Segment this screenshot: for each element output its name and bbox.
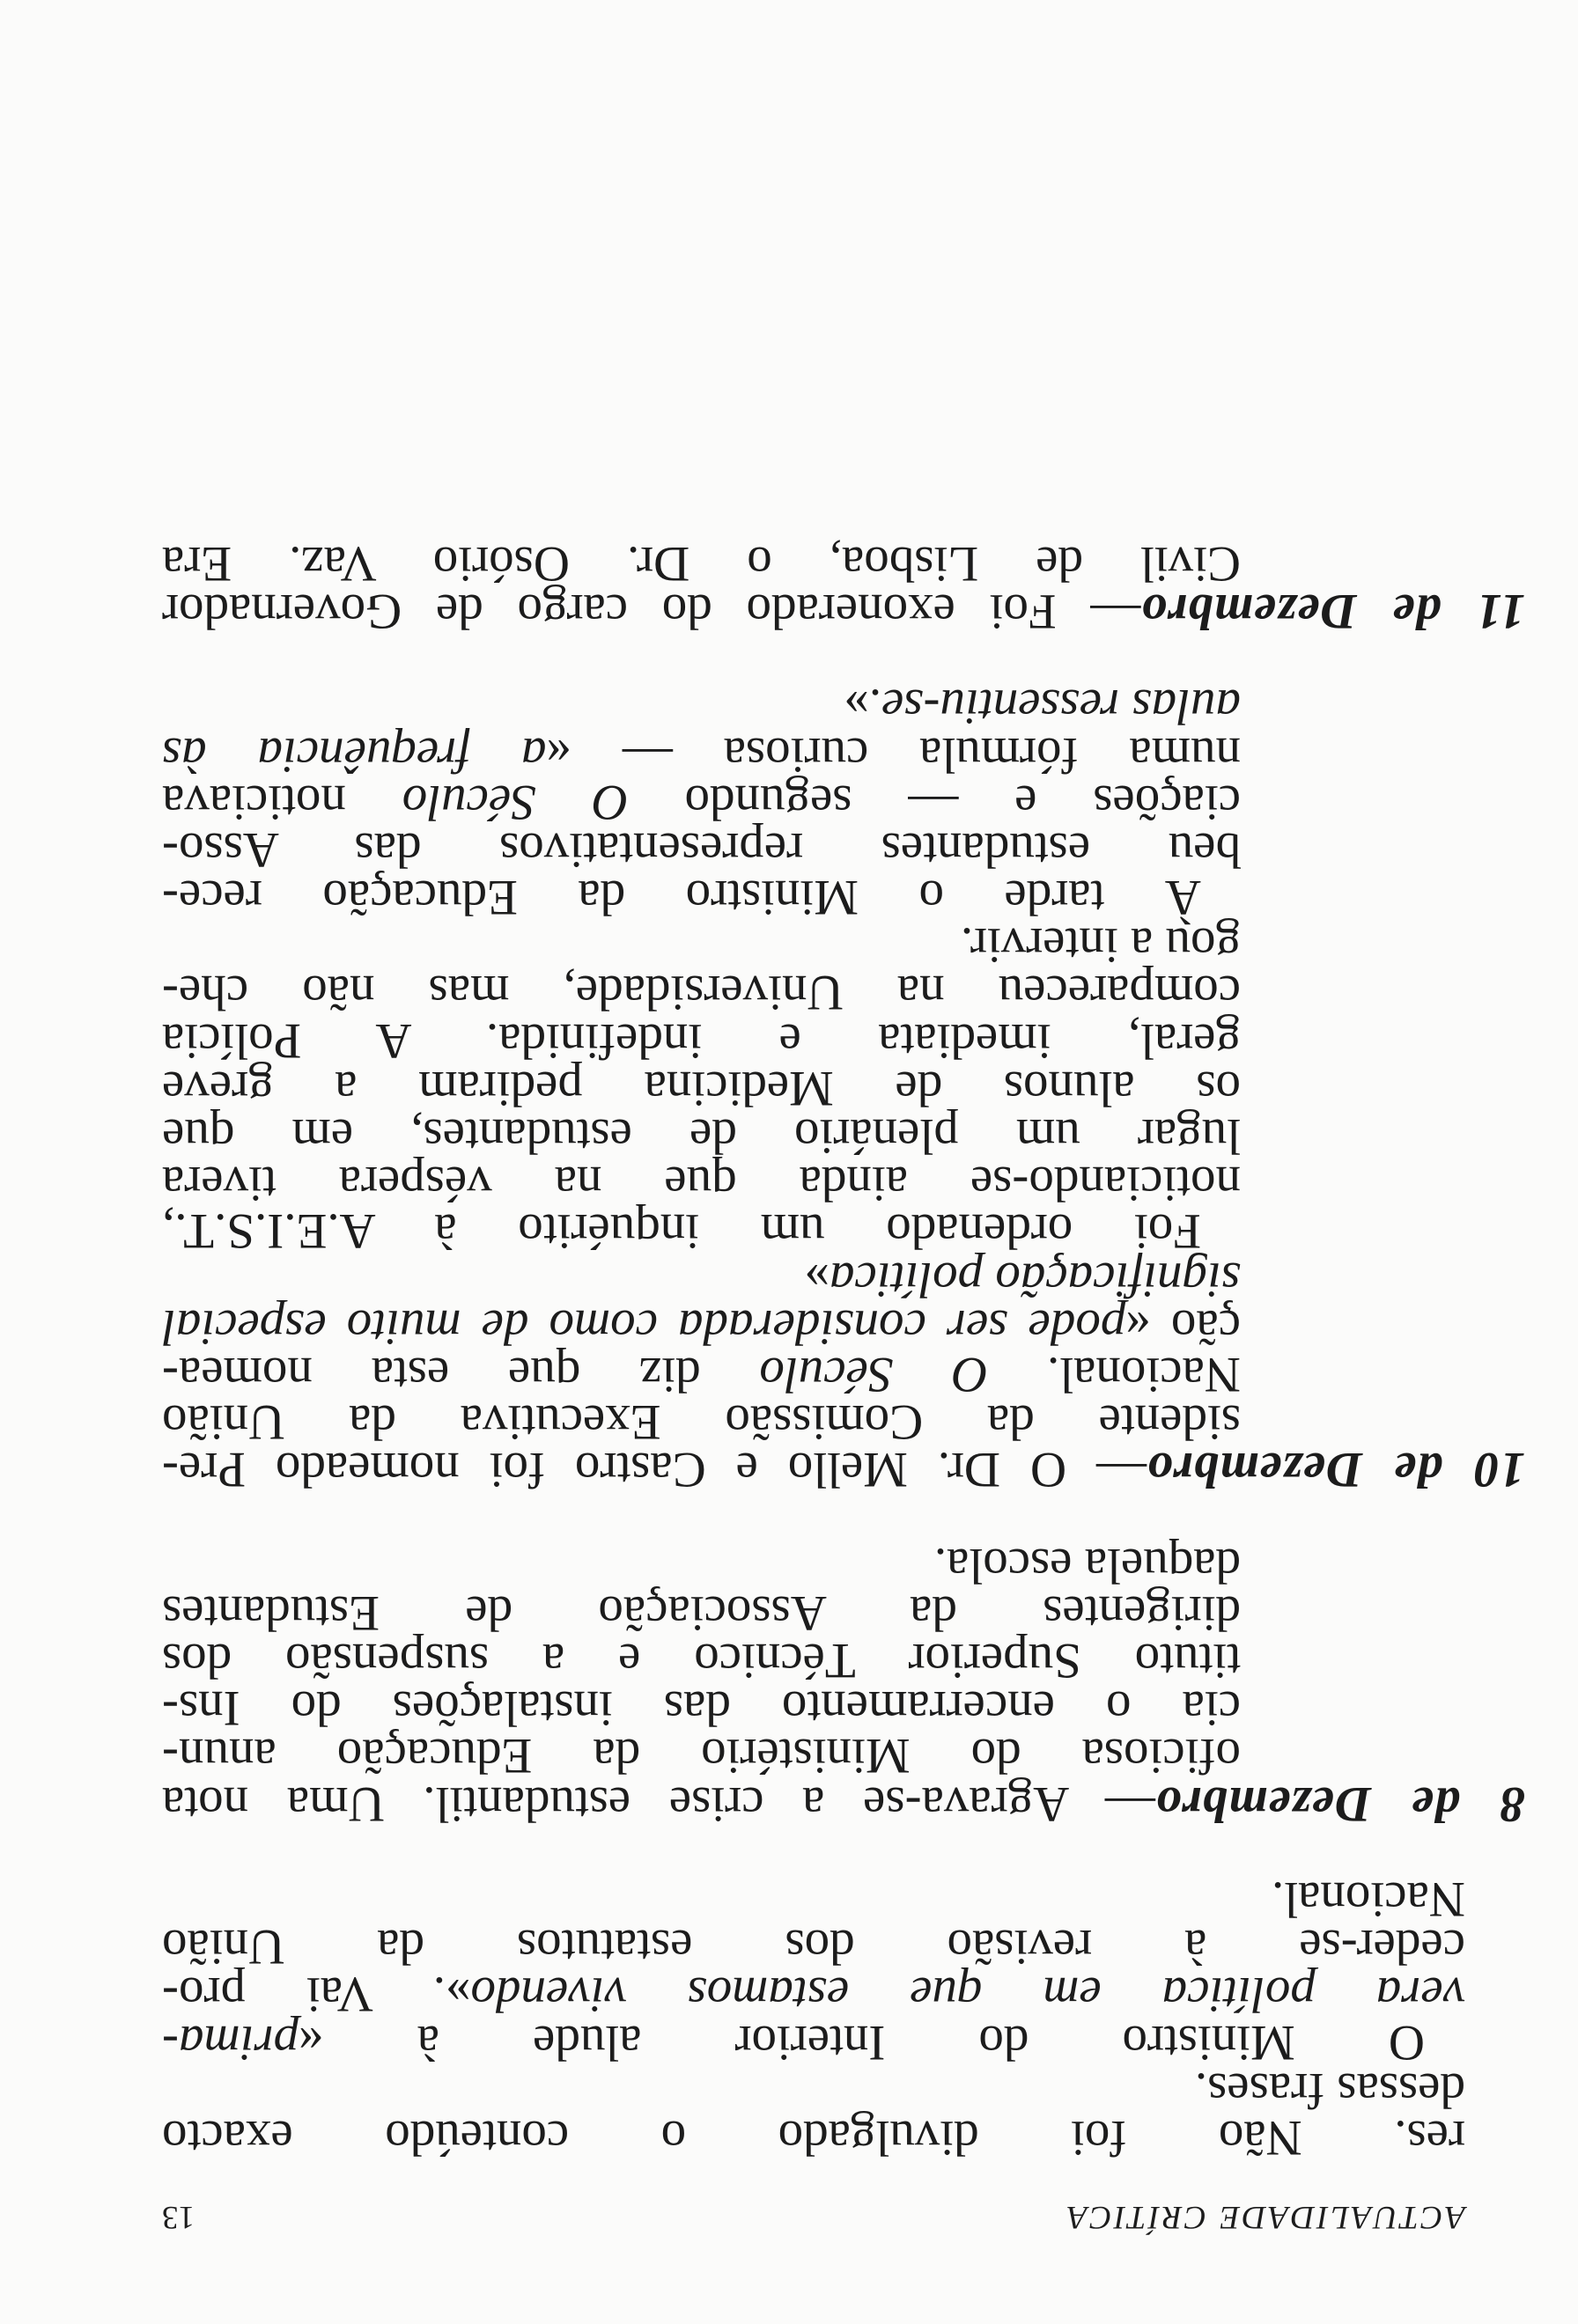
body-text — [161, 535, 1525, 2166]
text-line: O Ministro do Interior alude à «prima- — [162, 2014, 1425, 2070]
text-line: À tarde o Ministro da Educação rece- — [162, 870, 1201, 926]
text-line: dessas frases. — [1194, 2062, 1465, 2118]
text-line: oficiosa do Ministério da Educação anun- — [162, 1728, 1241, 1784]
text-line: gou a intervir. — [960, 917, 1241, 974]
text-line: sidente da Comissão Executiva da União — [162, 1394, 1241, 1451]
entry-separator — [162, 1493, 1465, 1541]
text-line: geral, imediata e indefinida. A Polícia — [162, 1012, 1241, 1069]
running-title: ACTUALIDADE CRÍTICA — [1065, 2199, 1465, 2235]
text-line: daquela escola. — [933, 1537, 1241, 1593]
text-line: lugar um plenário de estudantes, em que — [162, 1108, 1241, 1165]
entry-separator — [162, 1828, 1465, 1875]
text-line: beu estudantes representativos das Asso- — [162, 821, 1241, 878]
text-line: os alunos de Medicina pediram a greve — [162, 1060, 1241, 1116]
text-line: Civil de Lisboa, o Dr. Osório Vaz. Era — [162, 535, 1241, 592]
entry-11-dezembro: 11 de Dezembro— Foi exonerado do cargo de Governador — [162, 584, 1525, 639]
text-line: noticiando-se ainda que na véspera tivera — [162, 1156, 1241, 1212]
entry-separator — [162, 635, 1465, 682]
text-line: cia o encerramento das instalações do Ins- — [162, 1680, 1241, 1737]
text-line: vera política em que estamos vivendo». Vai pro- — [162, 1967, 1465, 2023]
text-line: res. Não foi divulgado o conteúdo exacto — [162, 2110, 1465, 2166]
text-line: dirigentes da Associação de Estudantes — [162, 1585, 1241, 1641]
entry-8-dezembro: 8 de Dezembro— Agrava-se a crise estudantil. Uma nota — [161, 1776, 1525, 1832]
page-header — [162, 2183, 1465, 2236]
entry-10-dezembro: 10 de Dezembro— O Dr. Mello e Castro foi nomeado Pre- — [162, 1442, 1525, 1498]
text-line: Nacional. — [1272, 1872, 1465, 1928]
text-line: Nacional. O Século diz que esta nomea- — [161, 1347, 1241, 1402]
text-line: numa fórmula curiosa — «a frequência às — [161, 726, 1241, 783]
text-line: Foi ordenado um inquérito à A.E.I.S.T., — [162, 1203, 1201, 1260]
entry-date: 10 de Dezembro — [1146, 1442, 1525, 1498]
text-line: compareceu na Universidade, mas não che- — [162, 965, 1241, 1021]
entry-date: 8 de Dezembro — [1154, 1776, 1525, 1832]
text-line: tituto Superior Técnico e a suspensão dos — [162, 1633, 1241, 1689]
page-number: 13 — [162, 2199, 195, 2235]
text-line: ção «pode ser considerada como de muito especial — [162, 1298, 1241, 1355]
text-line: ceder-se à revisão dos estatutos da União — [162, 1919, 1465, 1975]
text-line: aulas ressentiu-se.» — [844, 679, 1241, 735]
text-line: significação política» — [804, 1251, 1241, 1307]
text-line: ciações e — segundo O Século noticiava — [162, 774, 1241, 830]
entry-date: 11 de Dezembro — [1140, 584, 1525, 639]
